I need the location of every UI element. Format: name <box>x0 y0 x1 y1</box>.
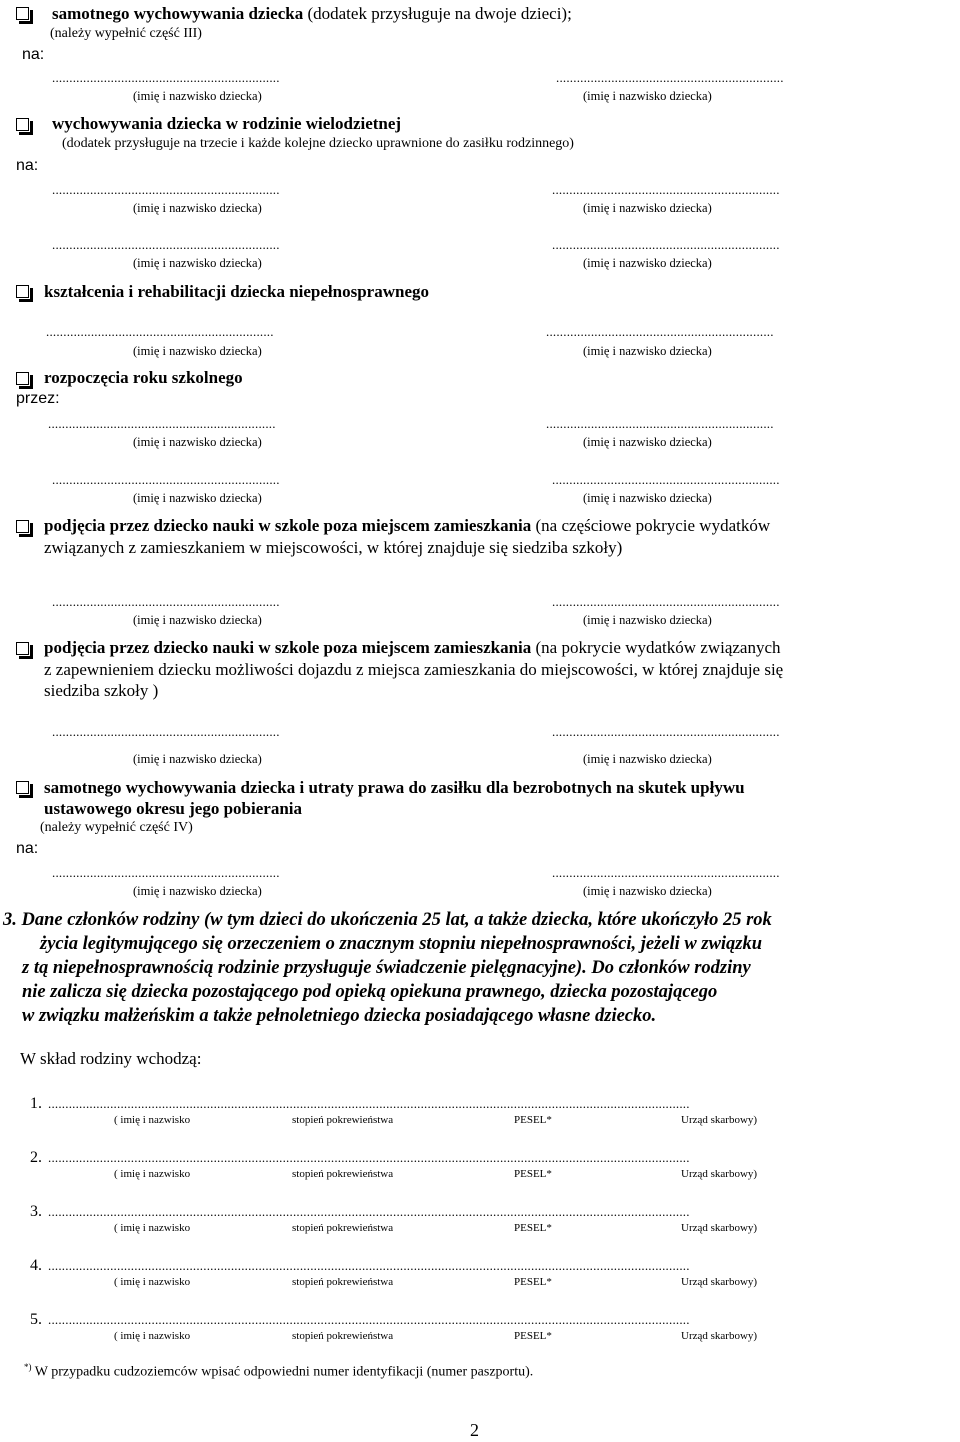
field-caption: (imię i nazwisko dziecka) <box>133 435 262 449</box>
name-field[interactable]: .................................................................. <box>52 865 280 880</box>
item-school-away-commute-cont: z zapewnieniem dziecku możliwości dojazdu z miejsca zamieszkania do miejscowości, w której znajduje się <box>44 660 784 679</box>
field-caption: (imię i nazwisko dziecka) <box>583 491 712 505</box>
member-field[interactable]: .......................................................................................................................................................................................... <box>48 1258 690 1273</box>
col-relation-caption: stopień pokrewieństwa <box>292 1114 394 1126</box>
col-name-caption: ( imię i nazwisko <box>114 1168 191 1180</box>
member-field[interactable]: .......................................................................................................................................................................................... <box>48 1312 690 1327</box>
name-field[interactable]: .................................................................. <box>552 182 780 197</box>
row-number: 4. <box>30 1257 42 1274</box>
checkbox-school-away-housing[interactable] <box>16 520 29 533</box>
field-caption: (imię i nazwisko dziecka) <box>133 344 262 358</box>
section3-heading: 3. Dane członków rodziny (w tym dzieci do ukończenia 25 lat, a także dziecka, które ukończyło 25 rok <box>3 910 772 930</box>
label-na: na: <box>16 157 39 174</box>
footnote <box>24 1362 533 1381</box>
field-caption: (imię i nazwisko dziecka) <box>583 89 712 103</box>
row-number: 3. <box>30 1203 42 1220</box>
section3-text: nie zalicza się dziecka pozostającego pod opieką opiekuna prawnego, dziecka pozostającego <box>22 982 718 1002</box>
field-caption: (imię i nazwisko dziecka) <box>583 201 712 215</box>
name-field[interactable]: .................................................................. <box>52 472 280 487</box>
item-note: (należy wypełnić część IV) <box>40 820 193 835</box>
col-relation-caption: stopień pokrewieństwa <box>292 1168 394 1180</box>
checkbox-large-family[interactable] <box>16 118 29 131</box>
checkbox-school-away-commute[interactable] <box>16 642 29 655</box>
name-field[interactable]: .................................................................. <box>552 865 780 880</box>
col-tax-caption: Urząd skarbowy) <box>681 1222 758 1234</box>
footnote-text: W przypadku cudzoziemców wpisać odpowiedni numer identyfikacji (numer paszportu). <box>31 1364 534 1380</box>
row-number: 5. <box>30 1311 42 1328</box>
footnote-mark: *) <box>24 1362 32 1372</box>
col-pesel-caption: PESEL* <box>514 1276 552 1288</box>
col-relation-caption: stopień pokrewieństwa <box>292 1276 394 1288</box>
row-number: 1. <box>30 1095 42 1112</box>
item-school-away-housing-cont: związanych z zamieszkaniem w miejscowości, w której znajduje się siedziba szkoły) <box>44 538 623 557</box>
item-large-family: wychowywania dziecka w rodzinie wielodzietnej <box>52 114 402 133</box>
name-field[interactable]: .................................................................. <box>52 237 280 252</box>
col-name-caption: ( imię i nazwisko <box>114 1222 191 1234</box>
field-caption: (imię i nazwisko dziecka) <box>583 435 712 449</box>
item-school-away-commute: podjęcia przez dziecko nauki w szkole poza miejscem zamieszkania (na pokrycie wydatków związanych <box>44 638 781 657</box>
member-field[interactable]: .......................................................................................................................................................................................... <box>48 1096 690 1111</box>
col-relation-caption: stopień pokrewieństwa <box>292 1330 394 1342</box>
checkbox-school-start[interactable] <box>16 372 29 385</box>
item-single-parent: samotnego wychowywania dziecka (dodatek przysługuje na dwoje dzieci); <box>52 4 572 23</box>
field-caption: (imię i nazwisko dziecka) <box>133 201 262 215</box>
name-field[interactable]: .................................................................. <box>52 70 280 85</box>
item-disabled: kształcenia i rehabilitacji dziecka niepełnosprawnego <box>44 282 430 301</box>
row-number: 2. <box>30 1149 42 1166</box>
col-pesel-caption: PESEL* <box>514 1168 552 1180</box>
checkbox-disabled[interactable] <box>16 285 29 298</box>
checkbox-single-parent[interactable] <box>16 7 29 20</box>
name-field[interactable]: .................................................................. <box>546 416 774 431</box>
field-caption: (imię i nazwisko dziecka) <box>133 256 262 270</box>
name-field[interactable]: .................................................................. <box>46 324 274 339</box>
section3-text: z tą niepełnosprawnością rodzinie przysługuje świadczenie pielęgnacyjne). Do członków rodziny <box>22 958 751 978</box>
col-tax-caption: Urząd skarbowy) <box>681 1330 758 1342</box>
field-caption: (imię i nazwisko dziecka) <box>583 344 712 358</box>
name-field[interactable]: .................................................................. <box>52 594 280 609</box>
name-field[interactable]: .................................................................. <box>52 724 280 739</box>
col-name-caption: ( imię i nazwisko <box>114 1276 191 1288</box>
item-unemployed: samotnego wychowywania dziecka i utraty prawa do zasiłku dla bezrobotnych na skutek upływu <box>44 778 745 797</box>
name-field[interactable]: .................................................................. <box>556 70 784 85</box>
item-school-away-commute-cont: siedziba szkoły ) <box>44 681 159 700</box>
col-pesel-caption: PESEL* <box>514 1330 552 1342</box>
col-name-caption: ( imię i nazwisko <box>114 1330 191 1342</box>
field-caption: (imię i nazwisko dziecka) <box>583 884 712 898</box>
name-field[interactable]: .................................................................. <box>48 416 276 431</box>
field-caption: (imię i nazwisko dziecka) <box>133 884 262 898</box>
section3-text: życia legitymującego się orzeczeniem o znacznym stopniu niepełnosprawności, jeżeli w związku <box>40 934 763 954</box>
family-composition-label: W skład rodziny wchodzą: <box>20 1049 202 1068</box>
name-field[interactable]: .................................................................. <box>546 324 774 339</box>
col-pesel-caption: PESEL* <box>514 1222 552 1234</box>
item-note: (dodatek przysługuje na trzecie i każde kolejne dziecko uprawnione do zasiłku rodzinnego) <box>62 136 574 151</box>
field-caption: (imię i nazwisko dziecka) <box>133 613 262 627</box>
col-pesel-caption: PESEL* <box>514 1114 552 1126</box>
label-na: na: <box>22 46 45 63</box>
name-field[interactable]: .................................................................. <box>552 724 780 739</box>
col-tax-caption: Urząd skarbowy) <box>681 1168 758 1180</box>
item-school-start: rozpoczęcia roku szkolnego <box>44 368 243 387</box>
field-caption: (imię i nazwisko dziecka) <box>133 491 262 505</box>
field-caption: (imię i nazwisko dziecka) <box>133 752 262 766</box>
page-number: 2 <box>470 1420 479 1440</box>
field-caption: (imię i nazwisko dziecka) <box>583 256 712 270</box>
col-name-caption: ( imię i nazwisko <box>114 1114 191 1126</box>
field-caption: (imię i nazwisko dziecka) <box>583 752 712 766</box>
name-field[interactable]: .................................................................. <box>52 182 280 197</box>
col-tax-caption: Urząd skarbowy) <box>681 1114 758 1126</box>
field-caption: (imię i nazwisko dziecka) <box>583 613 712 627</box>
section3-text: w związku małżeńskim a także pełnoletniego dziecka posiadającego własne dziecko. <box>22 1006 657 1026</box>
item-unemployed-cont: ustawowego okresu jego pobierania <box>44 799 302 818</box>
name-field[interactable]: .................................................................. <box>552 237 780 252</box>
name-field[interactable]: .................................................................. <box>552 472 780 487</box>
member-field[interactable]: .......................................................................................................................................................................................... <box>48 1204 690 1219</box>
item-note: (należy wypełnić część III) <box>50 26 202 41</box>
col-relation-caption: stopień pokrewieństwa <box>292 1222 394 1234</box>
label-na: na: <box>16 840 39 857</box>
name-field[interactable]: .................................................................. <box>552 594 780 609</box>
col-tax-caption: Urząd skarbowy) <box>681 1276 758 1288</box>
checkbox-unemployed[interactable] <box>16 781 29 794</box>
label-przez: przez: <box>16 390 60 407</box>
member-field[interactable]: .......................................................................................................................................................................................... <box>48 1150 690 1165</box>
item-school-away-housing: podjęcia przez dziecko nauki w szkole poza miejscem zamieszkania (na częściowe pokrycie wydatków <box>44 516 771 535</box>
field-caption: (imię i nazwisko dziecka) <box>133 89 262 103</box>
